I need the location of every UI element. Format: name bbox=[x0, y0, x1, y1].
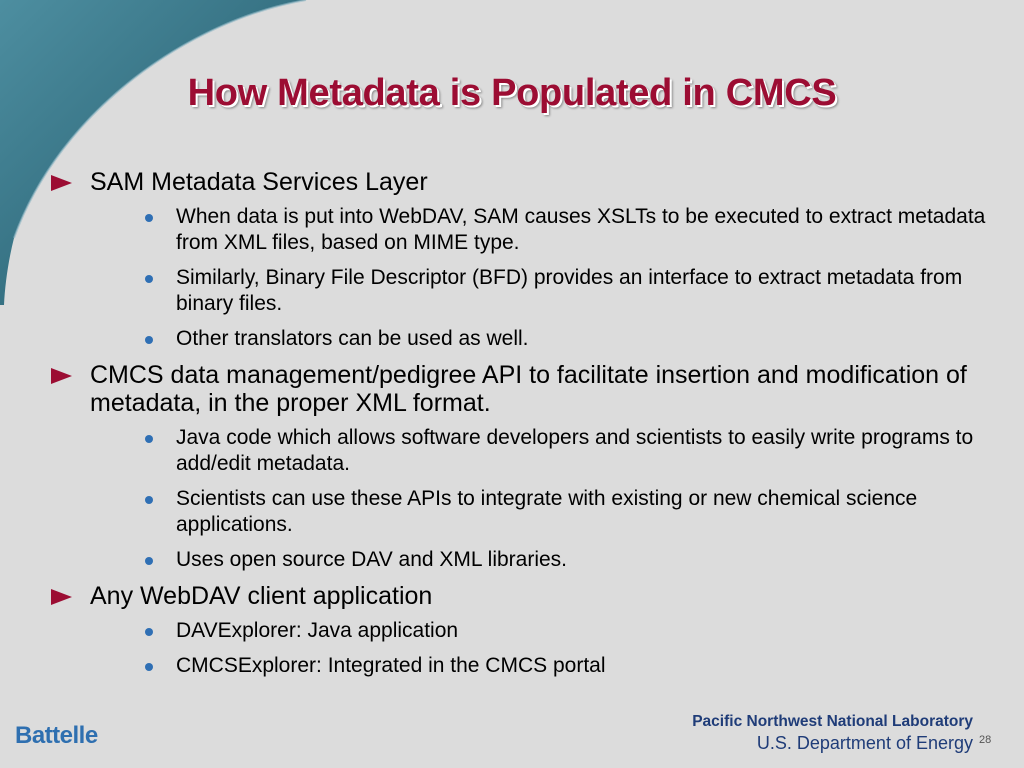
bullet-list bbox=[50, 168, 990, 688]
department-name: U.S. Department of Energy bbox=[756, 733, 973, 753]
battelle-logo: Battelle bbox=[15, 722, 98, 749]
dot-bullet-icon bbox=[145, 557, 153, 565]
sub-bullet-list bbox=[90, 204, 990, 352]
dot-bullet-icon bbox=[145, 496, 153, 504]
dot-bullet-icon bbox=[145, 435, 153, 443]
dot-bullet-icon bbox=[145, 214, 153, 222]
sub-bullet-item bbox=[90, 204, 990, 256]
sub-bullet-item bbox=[90, 653, 990, 679]
dot-bullet-icon bbox=[145, 275, 153, 283]
dot-bullet-icon bbox=[145, 336, 153, 344]
sub-bullet-text: Similarly, Binary File Descriptor (BFD) provides an interface to extract metadata from binary files. bbox=[176, 266, 963, 315]
bullet-item bbox=[50, 168, 990, 352]
sub-bullet-list bbox=[90, 618, 990, 679]
pnnl-logo bbox=[692, 712, 973, 754]
sub-bullet-item bbox=[90, 425, 990, 477]
sub-bullet-text: Other translators can be used as well. bbox=[176, 327, 529, 350]
sub-bullet-item bbox=[90, 618, 990, 644]
sub-bullet-list bbox=[90, 425, 990, 573]
sub-bullet-text: Java code which allows software developers and scientists to easily write programs to add/edit metadata. bbox=[176, 426, 974, 475]
slide-number: 28 bbox=[979, 734, 992, 746]
sub-bullet-text: Scientists can use these APIs to integrate with existing or new chemical science applications. bbox=[176, 487, 918, 536]
sub-bullet-item bbox=[90, 486, 990, 538]
bullet-item bbox=[50, 361, 990, 573]
dot-bullet-icon bbox=[145, 628, 153, 636]
arrow-bullet-icon bbox=[51, 368, 72, 384]
lab-name: Pacific Northwest National Laboratory bbox=[692, 713, 973, 730]
bullet-text: CMCS data management/pedigree API to facilitate insertion and modification of metadata, in the proper XML format. bbox=[90, 361, 967, 417]
slide-title: How Metadata is Populated in CMCS bbox=[187, 72, 837, 114]
bullet-item bbox=[50, 582, 990, 679]
sub-bullet-item bbox=[90, 265, 990, 317]
sub-bullet-text: When data is put into WebDAV, SAM causes XSLTs to be executed to extract metadata from XML files, based on MIME type. bbox=[176, 205, 986, 254]
arrow-bullet-icon bbox=[51, 175, 72, 191]
arrow-bullet-icon bbox=[51, 589, 72, 605]
sub-bullet-item bbox=[90, 547, 990, 573]
sub-bullet-text: DAVExplorer: Java application bbox=[176, 619, 459, 642]
bullet-text: SAM Metadata Services Layer bbox=[90, 168, 428, 196]
dot-bullet-icon bbox=[145, 663, 153, 671]
sub-bullet-item bbox=[90, 326, 990, 352]
sub-bullet-text: Uses open source DAV and XML libraries. bbox=[176, 548, 568, 571]
sub-bullet-text: CMCSExplorer: Integrated in the CMCS portal bbox=[176, 654, 606, 677]
bullet-text: Any WebDAV client application bbox=[90, 582, 433, 610]
